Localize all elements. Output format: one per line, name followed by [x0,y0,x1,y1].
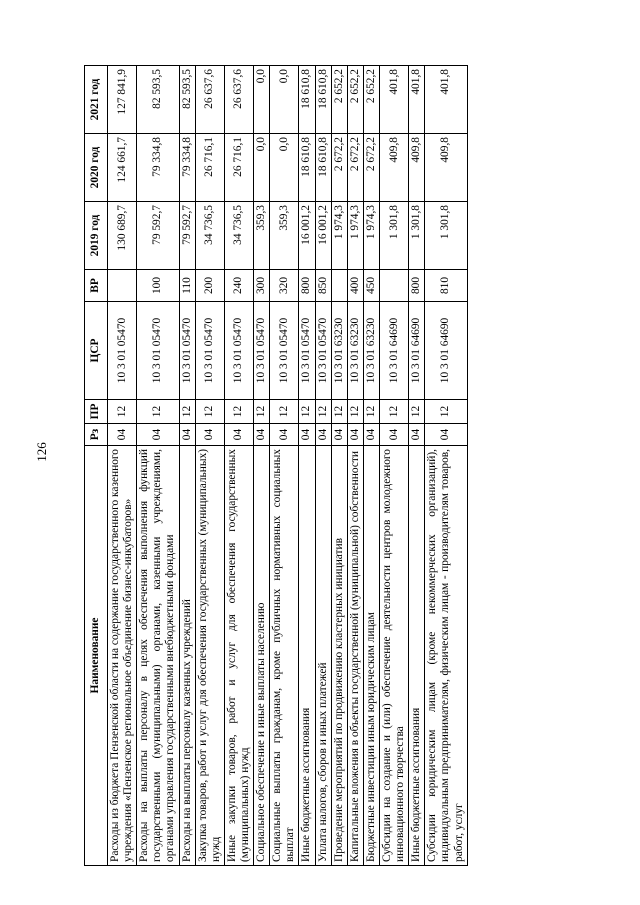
cell-csr: 10 3 01 05470 [108,302,137,400]
cell-vr [108,270,137,302]
cell-y2019: 130 689,7 [108,202,137,270]
cell-rz: 04 [270,424,299,446]
cell-pr: 12 [195,400,224,424]
cell-vr: 450 [363,270,379,302]
cell-pr: 12 [108,400,137,424]
cell-y2020: 2 672,2 [331,134,347,202]
cell-csr: 10 3 01 05470 [299,302,315,400]
header-rz: Рз [85,424,108,446]
table-row [379,66,408,866]
cell-rz: 04 [425,424,467,446]
cell-csr: 10 3 01 64690 [379,302,408,400]
cell-rz: 04 [224,424,253,446]
header-vr: ВР [85,270,108,302]
page-number: 126 [34,442,49,462]
cell-name: Социальное обеспечение и иные выплаты населению [254,446,270,866]
cell-csr: 10 3 01 05470 [315,302,331,400]
cell-y2020: 79 334,8 [179,134,195,202]
cell-csr: 10 3 01 63230 [331,302,347,400]
cell-pr: 12 [224,400,253,424]
cell-pr: 12 [137,400,179,424]
cell-vr: 200 [195,270,224,302]
cell-y2021: 401,8 [409,66,425,134]
cell-rz: 04 [195,424,224,446]
cell-vr: 810 [425,270,467,302]
header-pr: ПР [85,400,108,424]
header-name: Наименование [85,446,108,866]
cell-name: Иные бюджетные ассигнования [299,446,315,866]
table-row [347,66,363,866]
cell-y2019: 1 974,3 [331,202,347,270]
cell-csr: 10 3 01 05470 [179,302,195,400]
cell-y2019: 1 974,3 [347,202,363,270]
cell-y2021: 2 652,2 [331,66,347,134]
table-row [409,66,425,866]
header-csr: ЦСР [85,302,108,400]
cell-y2020: 26 716,1 [224,134,253,202]
cell-y2020: 409,8 [379,134,408,202]
cell-name: Расходы из бюджета Пензенской области на содержание государственного казенного учреждения «Пензенское региональное объединение бизнес-инкубаторов» [108,446,137,866]
cell-vr: 850 [315,270,331,302]
cell-name: Социальные выплаты гражданам, кроме публичных нормативных социальных выплат [270,446,299,866]
cell-y2021: 2 652,2 [363,66,379,134]
cell-rz: 04 [315,424,331,446]
table-row [179,66,195,866]
cell-y2019: 16 001,2 [315,202,331,270]
cell-pr: 12 [409,400,425,424]
header-2021: 2021 год [85,66,108,134]
cell-y2020: 26 716,1 [195,134,224,202]
cell-rz: 04 [179,424,195,446]
cell-vr [379,270,408,302]
cell-y2021: 127 841,9 [108,66,137,134]
table-row [108,66,137,866]
rotated-table-container [84,66,504,866]
cell-rz: 04 [254,424,270,446]
cell-vr: 110 [179,270,195,302]
cell-pr: 12 [179,400,195,424]
cell-pr: 12 [315,400,331,424]
cell-y2021: 18 610,8 [315,66,331,134]
cell-name: Расходы на выплаты персоналу казенных учреждений [179,446,195,866]
cell-y2021: 401,8 [425,66,467,134]
table-row [195,66,224,866]
cell-y2021: 26 637,6 [195,66,224,134]
cell-y2019: 79 592,7 [179,202,195,270]
cell-pr: 12 [254,400,270,424]
budget-table [84,65,468,866]
table-row [224,66,253,866]
cell-vr: 300 [254,270,270,302]
table-row [331,66,347,866]
cell-y2019: 34 736,5 [195,202,224,270]
cell-name: Уплата налогов, сборов и иных платежей [315,446,331,866]
cell-pr: 12 [425,400,467,424]
table-row [425,66,467,866]
cell-y2019: 359,3 [254,202,270,270]
cell-pr: 12 [331,400,347,424]
cell-csr: 10 3 01 64690 [425,302,467,400]
cell-vr [331,270,347,302]
cell-name: Субсидии юридическим лицам (кроме некоммерческих организаций), индивидуальным предпринимателям, физическим лицам - производителям товаров, работ, услуг [425,446,467,866]
cell-vr: 100 [137,270,179,302]
cell-pr: 12 [363,400,379,424]
cell-pr: 12 [379,400,408,424]
cell-y2021: 26 637,6 [224,66,253,134]
cell-y2021: 82 593,5 [137,66,179,134]
cell-pr: 12 [299,400,315,424]
cell-y2021: 2 652,2 [347,66,363,134]
cell-rz: 04 [347,424,363,446]
cell-name: Проведение мероприятий по продвижению кластерных инициатив [331,446,347,866]
cell-y2020: 0,0 [254,134,270,202]
cell-y2021: 18 610,8 [299,66,315,134]
cell-rz: 04 [137,424,179,446]
cell-y2020: 18 610,8 [315,134,331,202]
cell-y2020: 2 672,2 [347,134,363,202]
cell-rz: 04 [379,424,408,446]
cell-csr: 10 3 01 05470 [270,302,299,400]
cell-csr: 10 3 01 63230 [347,302,363,400]
cell-rz: 04 [108,424,137,446]
cell-csr: 10 3 01 05470 [137,302,179,400]
cell-csr: 10 3 01 05470 [224,302,253,400]
cell-name: Иные бюджетные ассигнования [409,446,425,866]
table-row [270,66,299,866]
cell-name: Закупка товаров, работ и услуг для обеспечения государственных (муниципальных) нужд [195,446,224,866]
table-row [137,66,179,866]
cell-y2019: 1 301,8 [379,202,408,270]
cell-y2021: 82 593,5 [179,66,195,134]
cell-y2021: 401,8 [379,66,408,134]
cell-rz: 04 [299,424,315,446]
cell-y2020: 0,0 [270,134,299,202]
cell-vr: 240 [224,270,253,302]
cell-y2019: 79 592,7 [137,202,179,270]
cell-rz: 04 [409,424,425,446]
cell-csr: 10 3 01 64690 [409,302,425,400]
cell-y2019: 1 974,3 [363,202,379,270]
cell-vr: 320 [270,270,299,302]
cell-rz: 04 [331,424,347,446]
cell-name: Бюджетные инвестиции иным юридическим лицам [363,446,379,866]
cell-y2021: 0,0 [270,66,299,134]
cell-name: Расходы на выплаты персоналу в целях обеспечения выполнения функций государственными (муниципальными) органами, казенными учреждениями, органами управления государственными внебюджетными фондами [137,446,179,866]
header-row [85,66,108,866]
cell-y2019: 359,3 [270,202,299,270]
cell-name: Капитальные вложения в объекты государственной (муниципальной) собственности [347,446,363,866]
header-2020: 2020 год [85,134,108,202]
cell-csr: 10 3 01 05470 [254,302,270,400]
cell-vr: 800 [299,270,315,302]
cell-y2020: 124 661,7 [108,134,137,202]
cell-y2019: 1 301,8 [425,202,467,270]
cell-csr: 10 3 01 63230 [363,302,379,400]
cell-vr: 400 [347,270,363,302]
cell-vr: 800 [409,270,425,302]
cell-y2020: 409,8 [409,134,425,202]
cell-y2019: 1 301,8 [409,202,425,270]
cell-pr: 12 [270,400,299,424]
table-row [254,66,270,866]
cell-rz: 04 [363,424,379,446]
cell-name: Иные закупки товаров, работ и услуг для обеспечения государственных (муниципальных) нужд [224,446,253,866]
cell-y2020: 79 334,8 [137,134,179,202]
cell-y2020: 18 610,8 [299,134,315,202]
header-2019: 2019 год [85,202,108,270]
cell-y2021: 0,0 [254,66,270,134]
cell-y2019: 16 001,2 [299,202,315,270]
cell-csr: 10 3 01 05470 [195,302,224,400]
cell-name: Субсидии на создание и (или) обеспечение деятельности центров молодежного инновационного творчества [379,446,408,866]
cell-pr: 12 [347,400,363,424]
table-row [299,66,315,866]
table-row [363,66,379,866]
cell-y2020: 2 672,2 [363,134,379,202]
cell-y2020: 409,8 [425,134,467,202]
cell-y2019: 34 736,5 [224,202,253,270]
table-row [315,66,331,866]
